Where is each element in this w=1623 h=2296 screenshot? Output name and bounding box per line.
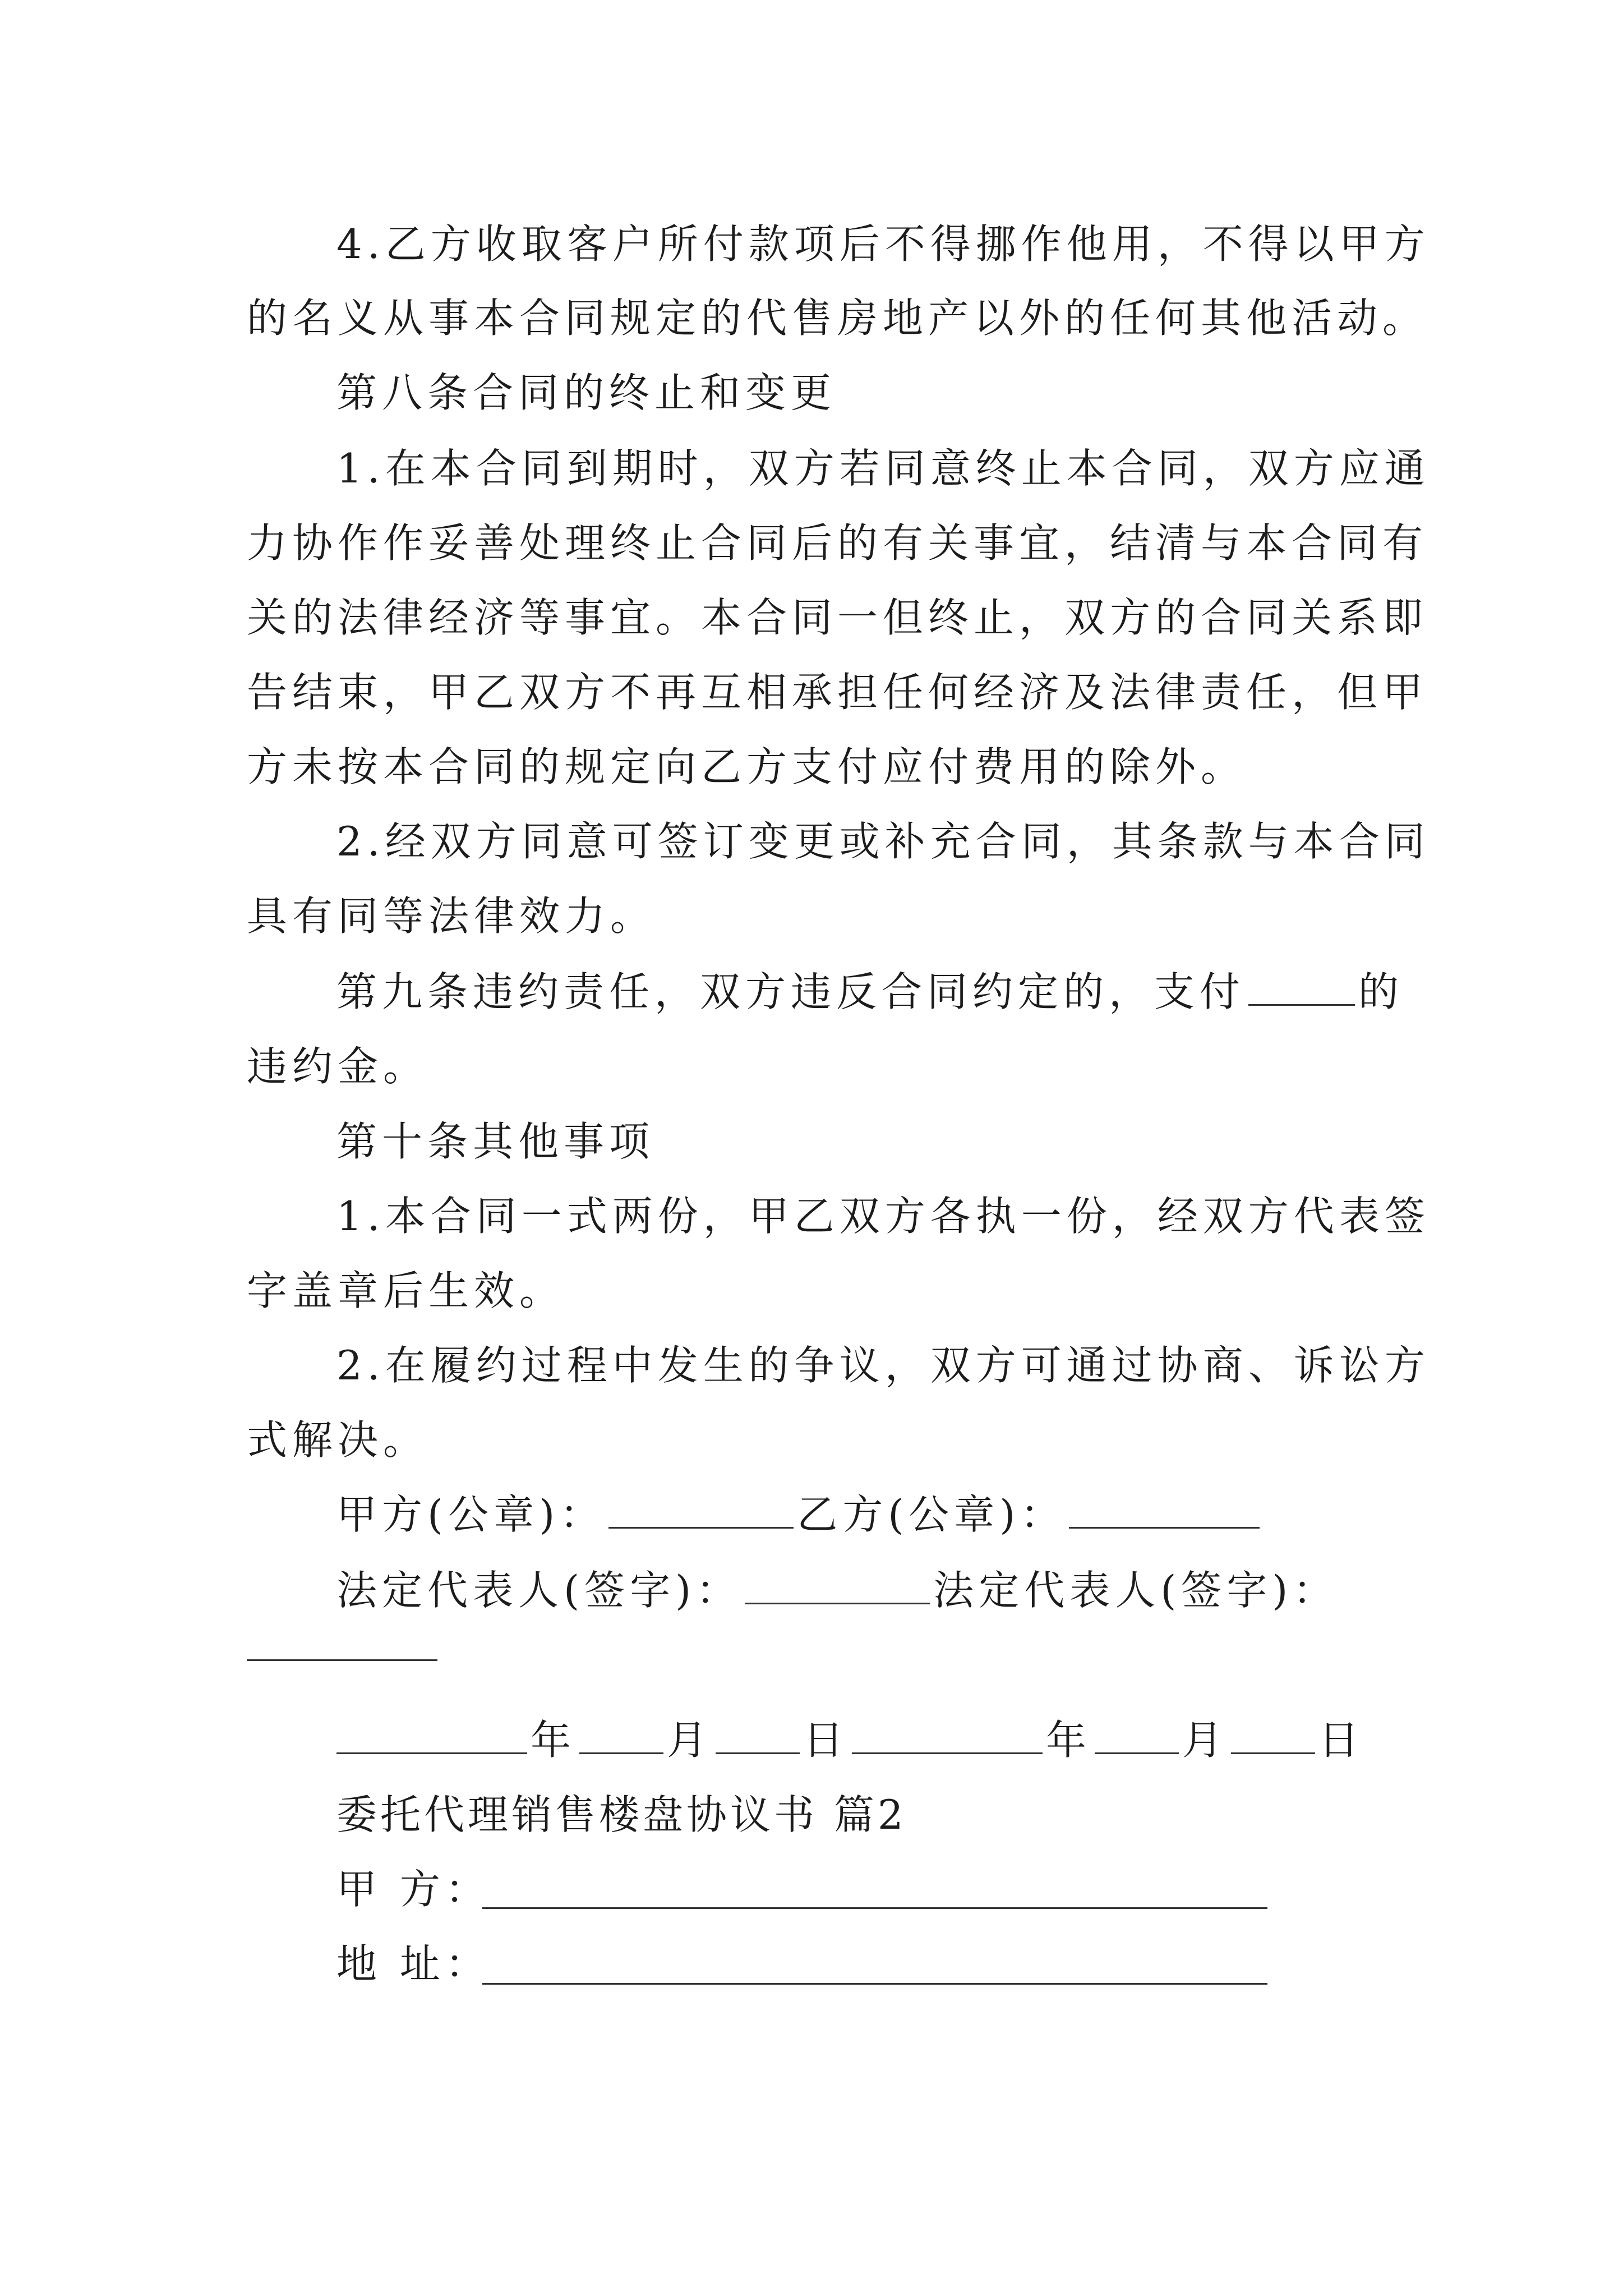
- month-b-blank: [1095, 1713, 1179, 1754]
- party-a-blank: [482, 1907, 1267, 1909]
- party-b-seal-label: 乙方(公章)：: [797, 1491, 1066, 1538]
- paragraph-line: 1.在本合同到期时，双方若同意终止本合同，双方应通: [336, 445, 1430, 492]
- seal-line: [336, 1487, 1469, 1543]
- paragraph-line: 具有同等法律效力。: [247, 892, 656, 940]
- party-a-line: [336, 1861, 1469, 1917]
- article-10-heading: 第十条其他事项: [336, 1118, 655, 1165]
- day-a-blank: [716, 1713, 800, 1754]
- paragraph-line: 2.在履约过程中发生的争议，双方可通过协商、诉讼方: [336, 1342, 1430, 1389]
- section-2-title: 委托代理销售楼盘协议书 篇2: [336, 1791, 907, 1838]
- date-line: [336, 1712, 1469, 1768]
- legal-rep-a-label: 法定代表人(签字)：: [336, 1567, 742, 1614]
- paragraph-line: 4.乙方收取客户所付款项后不得挪作他用，不得以甲方: [336, 220, 1430, 268]
- day-b-blank: [1231, 1713, 1315, 1754]
- month-a-label: 月: [667, 1717, 713, 1764]
- year-a-label: 年: [531, 1717, 577, 1764]
- party-a-seal-blank: [608, 1488, 794, 1529]
- legal-rep-b-blank: [247, 1659, 437, 1661]
- article-9-suffix: 的: [1358, 968, 1404, 1015]
- address-blank: [482, 1983, 1267, 1985]
- paragraph-line: 式解决。: [247, 1416, 429, 1464]
- legal-rep-a-blank: [745, 1563, 930, 1604]
- legal-rep-b-label: 法定代表人(签字)：: [933, 1567, 1339, 1614]
- address-label: 地 址：: [336, 1940, 491, 1987]
- paragraph-line: 1.本合同一式两份，甲乙双方各执一份，经双方代表签: [336, 1193, 1430, 1240]
- paragraph-line: 2.经双方同意可签订变更或补充合同，其条款与本合同: [336, 818, 1430, 865]
- paragraph-line: 关的法律经济等事宜。本合同一但终止，双方的合同关系即: [247, 594, 1428, 641]
- month-b-label: 月: [1182, 1717, 1228, 1764]
- party-a-seal-label: 甲方(公章)：: [336, 1491, 606, 1538]
- party-a-label: 甲 方：: [336, 1866, 491, 1913]
- paragraph-line: 告结束，甲乙双方不再互相承担任何经济及法律责任，但甲: [247, 669, 1428, 716]
- party-b-seal-blank: [1069, 1488, 1260, 1529]
- day-b-label: 日: [1318, 1717, 1364, 1764]
- paragraph-line: 违约金。: [247, 1043, 429, 1090]
- paragraph-line: 的名义从事本合同规定的代售房地产以外的任何其他活动。: [247, 295, 1428, 342]
- article-9-line: [336, 964, 1469, 1020]
- legal-rep-line: [336, 1562, 1469, 1618]
- paragraph-line: 字盖章后生效。: [247, 1267, 565, 1314]
- article-9-text: 第九条违约责任，双方违反合同约定的，支付: [336, 968, 1246, 1015]
- year-b-blank: [852, 1713, 1043, 1754]
- day-a-label: 日: [803, 1717, 849, 1764]
- year-b-label: 年: [1046, 1717, 1092, 1764]
- year-a-blank: [336, 1713, 527, 1754]
- penalty-blank: [1248, 965, 1355, 1006]
- paragraph-line: 方未按本合同的规定向乙方支付应付费用的除外。: [247, 743, 1247, 790]
- paragraph-line: 力协作作妥善处理终止合同后的有关事宜，结清与本合同有: [247, 519, 1428, 567]
- month-a-blank: [579, 1713, 663, 1754]
- article-8-heading: 第八条合同的终止和变更: [336, 369, 837, 416]
